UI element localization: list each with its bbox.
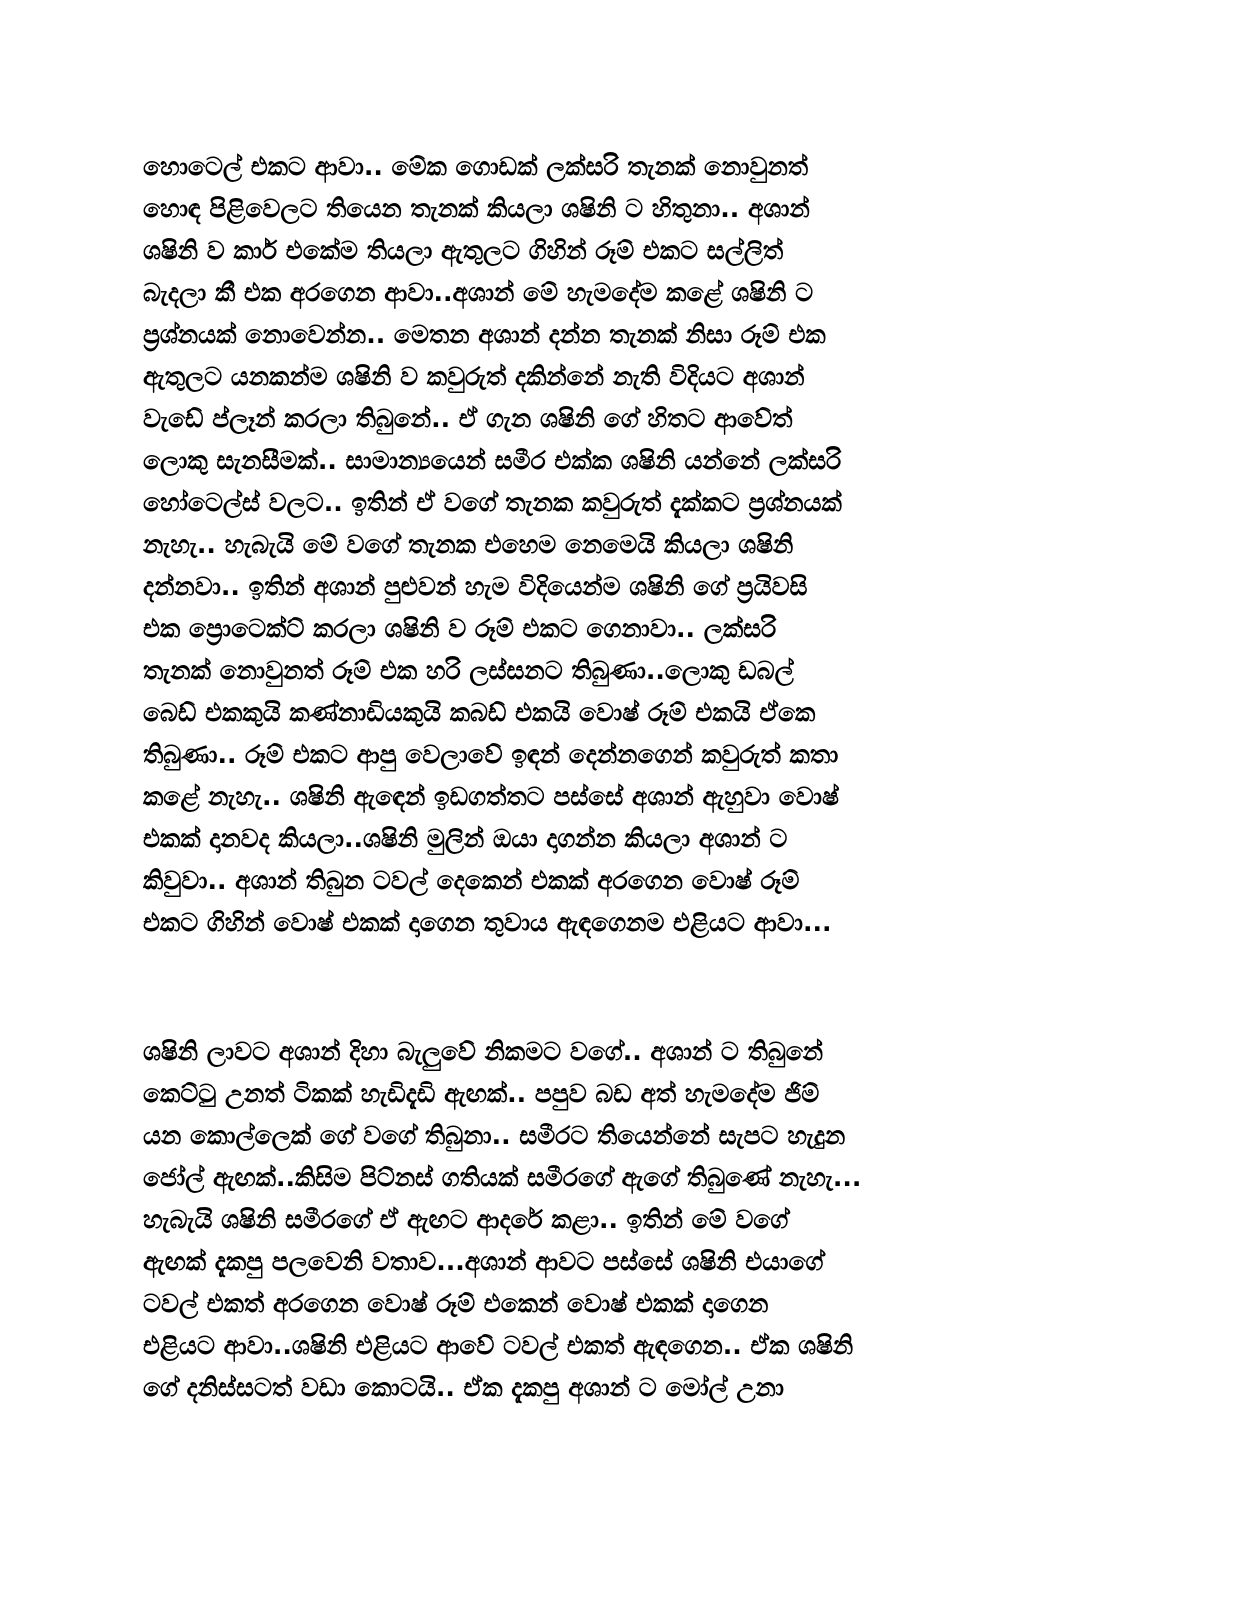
text-line: වැඩේ ප්ලෑන් කරලා තිබුනේ.. ඒ ගැන ශෂිනි ගේ හිතට ආවේත් [143, 404, 793, 433]
text-line: එකක් දානවද කියලා..ශෂිනි මුලින් ඔයා දාගන්න කියලා අශාන් ට [143, 824, 788, 853]
text-line: හැබැයි ශෂිනි සමීරගේ ඒ ඇඟට ආදරේ කළා.. ඉතින් මේ වගේ [143, 1205, 789, 1234]
text-line: තිබුණා.. රූම් එකට ආපු වෙලාවේ ඉඳන් දෙන්නගෙන් කවුරුත් කතා [143, 740, 839, 769]
text-line: ප්‍රශ්නයක් නොවෙන්න.. මෙතන අශාන් දන්න තැනක් නිසා රූම් එක [143, 320, 826, 349]
text-line: කිවුවා.. අශාන් තිබුන ටවල් දෙකෙන් එකක් අරගෙන වොෂ් රූම් [143, 866, 800, 895]
text-line: ගේ දනිස්සටත් වඩා කොටයි.. ඒක දැකපු අශාන් ට මෝල් උනා [143, 1373, 785, 1402]
text-line: ශෂිනි ලාවට අශාන් දිහා බැලුවේ නිකමට වගේ.. අශාන් ට තිබුනේ [143, 1037, 824, 1066]
paragraph-1 [143, 146, 1093, 944]
text-line: නැහැ.. හැබැයි මේ වගේ තැනක එහෙම නෙමෙයි කියලා ශෂිනි [143, 530, 794, 559]
text-line: ඇඟක් දැකපු පලවෙනි වතාව...අශාන් ආවට පස්සේ ශෂිනි එයාගේ [143, 1247, 824, 1276]
text-line: හොඳ පිළිවෙලට තියෙන තැනක් කියලා ශෂිනි ට හිතුනා.. අශාන් [143, 194, 810, 223]
text-line: ලොකු සැනසීමක්.. සාමාන්‍යයෙන් සමීර එක්ක ශෂිනි යන්නේ ලක්සරි [143, 446, 842, 475]
text-line: එක ප්‍රොටෙක්ට් කරලා ශෂිනි ව රූම් එකට ගෙනාවා.. ලක්සරි [143, 614, 777, 643]
text-line: යන කොල්ලෙක් ගේ වගේ තිබුනා.. සමීරට තියෙන්නේ සැපට හැදුන [143, 1121, 846, 1150]
text-line: කෙට්ටු උනත් ටිකක් හැඩිදැඩි ඇඟක්.. පපුව බඩ අත් හැමදේම ජිම් [143, 1079, 820, 1108]
text-line: එළියට ආවා..ශෂිනි එළියට ආවේ ටවල් එකත් ඇඳගෙන.. ඒක ශෂිනි [143, 1331, 854, 1360]
text-line: දන්නවා.. ඉතින් අශාන් පුළුවන් හැම විදියෙන්ම ශෂිනි ගේ ප්‍රයිවසි [143, 572, 808, 601]
text-line: එකට ගිහින් වොෂ් එකක් දාගෙන තුවාය ඇඳගෙනම එළියට ආවා... [143, 908, 832, 937]
text-line: කළේ නැහැ.. ශෂිනි ඇඳෙන් ඉඩගත්තට පස්සේ අශාන් ඇහුවා වොෂ් [143, 782, 839, 811]
text-line: හෝටෙල්ස් වලට.. ඉතින් ඒ වගේ තැනක කවුරුත් දැක්කට ප්‍රශ්නයක් [143, 488, 842, 517]
text-line: ඇතුලට යනකන්ම ශෂිනි ව කවුරුත් දකින්නේ නැති විදියට අශාන් [143, 362, 805, 391]
text-line: බෙඩ් එකකුයි කණ්නාඩියකුයි කබඩ් එකයි වොෂ් රූම් එකයි ඒකෙ [143, 698, 816, 727]
paragraph-2 [143, 1031, 1093, 1409]
text-line: ටවල් එකත් අරගෙන වොෂ් රූම් එකෙන් වොෂ් එකක් දාගෙන [143, 1289, 769, 1318]
text-line: හොටෙල් එකට ආවා.. මේක ගොඩක් ලක්සරි තැනක් නොවුනත් [143, 152, 809, 181]
text-line: ජෝල් ඇඟක්..කිසිම පිට්නස් ගතියක් සමීරගේ ඇගේ තිබුණේ නැහැ... [143, 1163, 862, 1192]
text-line: බැදලා කී එක අරගෙන ආවා..අශාන් මේ හැමදේම කළේ ශෂිනි ට [143, 278, 814, 307]
text-line: ශෂිනි ව කාර් එකේම තියලා ඇතුලට ගිහින් රූම් එකට සල්ලිත් [143, 236, 784, 265]
text-line: තැනක් නොවුනත් රූම් එක හරි ලස්සනට තිබුණා..ලොකු ඩබල් [143, 656, 794, 685]
